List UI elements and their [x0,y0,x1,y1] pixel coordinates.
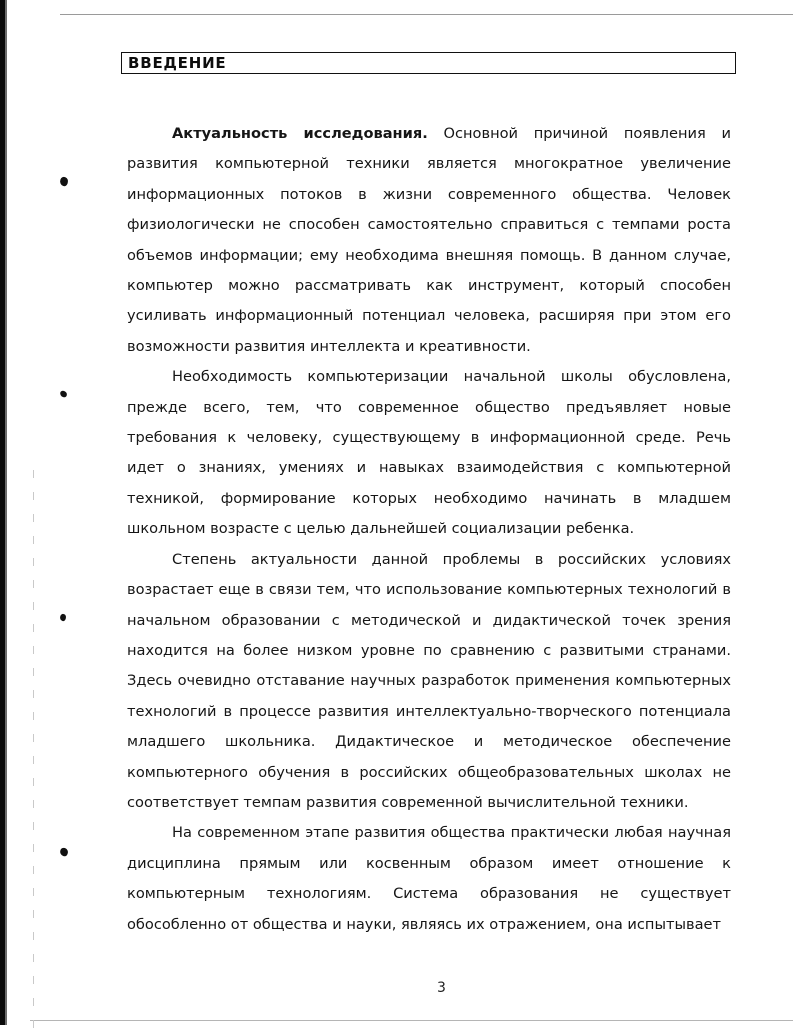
binder-hole-mark [59,847,69,857]
margin-artifact [33,470,34,1030]
paragraph [127,818,731,940]
paragraph [127,362,731,544]
section-heading: ВВЕДЕНИЕ [128,54,227,72]
body-text [127,119,731,940]
section-heading-box [121,52,736,74]
page-number: 3 [437,980,446,996]
paragraph-text: Необходимость компьютеризации начальной школы обусловлена, прежде всего, тем, что современное общество предъявляет новые требования к человеку, существующему в информационной среде. Речь идет о знаниях, умениях и навыках взаимодействия с компьютерной техникой, формирование которых необходимо начинать в младшем школьном возрасте с целью дальнейшей социализации ребенка. [127,368,731,538]
binder-hole-mark [59,176,70,187]
paragraph-lead: Актуальность исследования. [172,125,428,142]
paragraph [127,545,731,819]
paragraph [127,119,731,362]
binder-hole-mark [59,613,67,622]
scan-left-edge-shadow [5,0,7,1025]
scan-top-edge [60,14,793,15]
paragraph-text: Основной причиной появления и развития компьютерной техники является многократное увеличение информационных потоков в жизни современного общества. Человек физиологически не способен самостоятельно справиться с темпами роста объемов информации; ему необходима внешняя помощь. В данном случае, компьютер можно рассматривать как инструмент, который способен усиливать информационный потенциал человека, расширяя при этом его возможности развития интеллекта и креативности. [127,125,731,355]
binder-hole-mark [59,390,68,398]
scan-bottom-edge [30,1020,793,1021]
paragraph-text: На современном этапе развития общества практически любая научная дисциплина прямым или косвенным образом имеет отношение к компьютерным технологиям. Система образования не существует обособленно от общества и науки, являясь их отражением, она испытывает [127,824,731,933]
paragraph-text: Степень актуальности данной проблемы в российских условиях возрастает еще в связи тем, что использование компьютерных технологий в начальном образовании с методической и дидактической точек зрения находится на более низком уровне по сравнению с развитыми странами. Здесь очевидно отставание научных разработок применения компьютерных технологий в процессе развития интеллектуально-творческого потенциала младшего школьника. Дидактическое и методическое обеспечение компьютерного обучения в российских общеобразовательных школах не соответствует темпам развития современной вычислительной техники. [127,550,731,811]
